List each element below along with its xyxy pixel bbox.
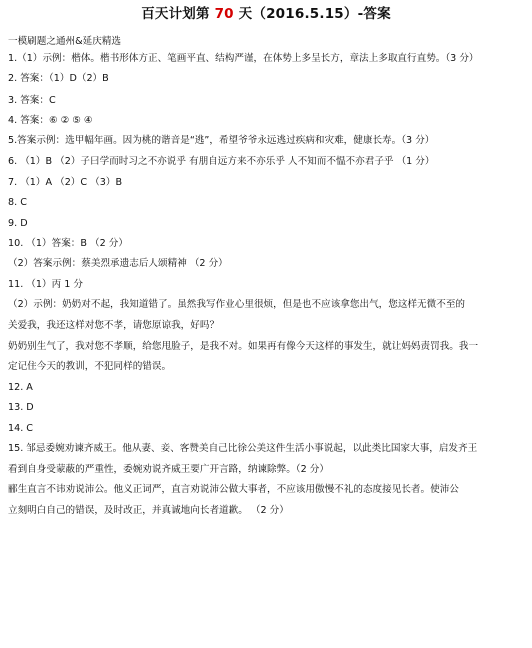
title-day-number: 70	[214, 6, 234, 22]
answer-line-12: 11. （1）丙 1 分	[8, 279, 83, 290]
answer-line-19: 14. C	[8, 423, 34, 434]
answer-line-7: 7. （1）A （2）C （3）B	[8, 177, 123, 188]
answer-line-18: 13. D	[8, 402, 34, 413]
answer-line-8: 8. C	[8, 197, 27, 208]
answer-line-16: 定记住今天的教训，不犯同样的错误。	[8, 361, 172, 372]
answer-line-1: 1.（1）示例：楷体。楷书形体方正、笔画平直、结构严谨，在体势上多呈长方，章法上多取直行直势。（3 分）	[8, 53, 479, 64]
answer-line-6: 6. （1）B （2）子曰学而时习之不亦说乎 有朋自远方来不亦乐乎 人不知而不愠不亦君子乎 （1 分）	[8, 156, 435, 167]
answer-line-20: 15. 邹忌委婉劝谏齐威王。他从妻、妾、客赞美自己比徐公美这件生活小事说起，以此类比国家大事，启发齐王	[8, 443, 478, 454]
answer-line-21: 看到自身受蒙蔽的严重性，委婉劝说齐威王要广开言路，纳谏除弊。（2 分）	[8, 464, 329, 475]
answer-line-10: 10. （1）答案：B （2 分）	[8, 238, 128, 249]
answer-line-9: 9. D	[8, 218, 28, 229]
answer-line-4: 4. 答案：⑥ ② ⑤ ④	[8, 115, 93, 126]
answer-line-23: 立刻明白自己的错误，及时改正，并真诚地向长者道歉。 （2 分）	[8, 505, 289, 516]
answer-line-3: 3. 答案：C	[8, 95, 56, 106]
page-title	[0, 2, 532, 22]
section-subtitle: 一模刷题之通州&延庆精选	[8, 36, 122, 47]
answer-line-22: 郦生直言不讳劝说沛公。他义正词严，直言劝说沛公做大事者，不应该用傲慢不礼的态度接见长者。使沛公	[8, 484, 459, 495]
answer-line-11: （2）答案示例：蔡美烈承遗志后人颂精神 （2 分）	[8, 258, 228, 269]
answer-line-5: 5.答案示例：选甲幅年画。因为桃的谐音是“逃”，希望爷爷永远逃过疾病和灾难，健康长寿。（3 分）	[8, 135, 435, 146]
answer-line-2: 2. 答案：（1）D（2）B	[8, 73, 109, 84]
title-suffix: 天（2016.5.15）-答案	[233, 6, 391, 22]
answer-line-17: 12. A	[8, 382, 33, 393]
title-prefix: 百天计划第	[141, 6, 215, 22]
answer-line-13: （2）示例：奶奶对不起，我知道错了。虽然我写作业心里很烦，但是也不应该拿您出气，您这样无微不至的	[8, 299, 466, 310]
answer-line-15: 奶奶别生气了，我对您不孝顺，给您甩脸子，是我不对。如果再有像今天这样的事发生，就让妈妈责罚我。我一	[8, 341, 479, 352]
answer-line-14: 关爱我，我还这样对您不孝，请您原谅我，好吗？	[8, 320, 220, 331]
